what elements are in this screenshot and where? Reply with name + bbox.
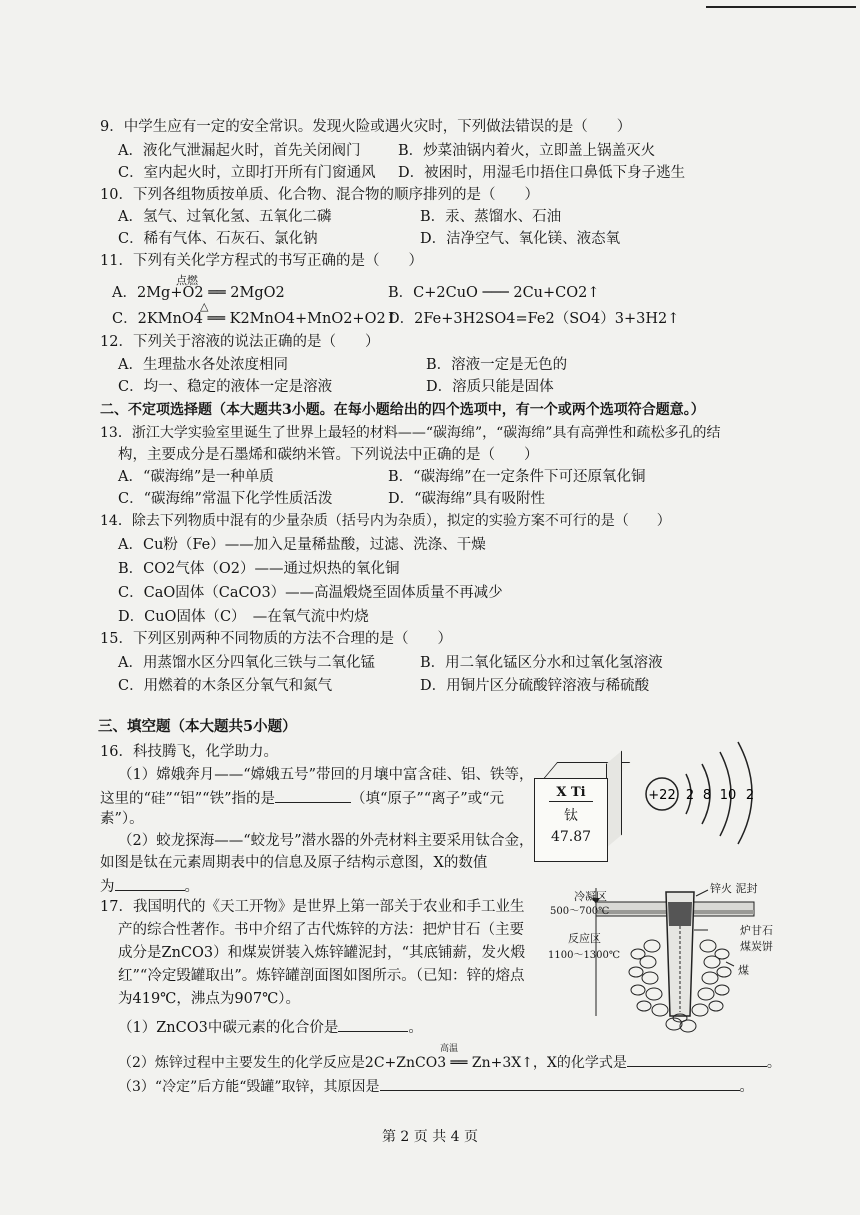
q16-part2-line1: （2）蛟龙探海——“蛟龙号”潜水器的外壳材料主要采用钛合金， — [118, 833, 534, 849]
crucible-seal — [668, 902, 692, 926]
q14-option-d: D．CuO固体（C） —在氧气流中灼烧 — [118, 609, 369, 625]
page-number-footer: 第 2 页 共 4 页 — [381, 1129, 479, 1145]
q11-c-condition: △ — [200, 300, 209, 313]
q16-part2-text: 为 — [100, 879, 115, 895]
furnace-label-reaction-temp: 1100～1300℃ — [548, 950, 621, 961]
q11-stem: 11．下列有关化学方程式的书写正确的是（ ） — [100, 253, 423, 269]
q15-option-d: D．用铜片区分硫酸锌溶液与稀硫酸 — [420, 678, 650, 694]
q17-part1 — [118, 1017, 423, 1037]
q10-stem: 10．下列各组物质按单质、化合物、混合物的顺序排列的是（ ） — [100, 187, 539, 203]
element-cell-side — [606, 751, 622, 848]
q10-option-a: A．氢气、过氧化氢、五氧化二磷 — [118, 209, 332, 225]
q12-option-c: C．均一、稳定的液体一定是溶液 — [118, 379, 333, 395]
q11-option-a: A．2Mg+O2 ══ 2MgO2 — [112, 285, 285, 301]
q13-option-d: D．“碳海绵”具有吸附性 — [388, 491, 545, 507]
q12-stem: 12．下列关于溶液的说法正确的是（ ） — [100, 334, 380, 350]
shell-2-electrons: 8 — [702, 788, 712, 803]
furnace-label-coal: 煤 — [738, 964, 749, 977]
q17-part1-end: 。 — [408, 1020, 423, 1036]
q17-answer-blank-1[interactable] — [338, 1017, 408, 1032]
q9-option-b: B．炒菜油锅内着火，立即盖上锅盖灭火 — [398, 143, 656, 159]
nucleus-charge: +22 — [648, 788, 676, 803]
q12-option-d: D．溶质只能是固体 — [426, 379, 554, 395]
q12-option-b: B．溶液一定是无色的 — [426, 357, 568, 373]
q16-part1-line2 — [100, 788, 504, 808]
q11-option-b: B．C+2CuO ─── 2Cu+CO2↑ — [388, 285, 600, 301]
q16-answer-blank-1[interactable] — [275, 788, 351, 803]
q12-option-a: A．生理盐水各处浓度相同 — [118, 357, 288, 373]
q13-option-c: C．“碳海绵”常温下化学性质活泼 — [118, 491, 333, 507]
section-2-heading: 二、不定项选择题（本大题共3小题。在每小题给出的四个选项中，有一个或两个选项符合题意。） — [100, 402, 705, 418]
titanium-element-cell — [534, 778, 608, 862]
q11-option-d: D．2Fe+3H2SO4=Fe2（SO4）3+3H2↑ — [388, 311, 680, 327]
label-pointer-seal — [696, 890, 708, 896]
q17-part2-end: 。 — [766, 1055, 781, 1071]
q16-part2-line3 — [100, 876, 199, 896]
q16-part1-hint: （填“原子”“离子”或“元 — [350, 791, 505, 807]
q15-option-c: C．用燃着的木条区分氧气和氮气 — [118, 678, 333, 694]
q14-option-c: C．CaO固体（CaCO3）——高温煅烧至固体质量不再减少 — [118, 585, 503, 601]
element-number-symbol — [535, 785, 607, 800]
element-symbol: Ti — [571, 785, 586, 800]
element-mass: 47.87 — [550, 829, 592, 845]
q11-a-condition: 点燃 — [176, 274, 198, 287]
q16-stem: 16．科技腾飞，化学助力。 — [100, 744, 278, 760]
q10-option-b: B．汞、蒸馏水、石油 — [420, 209, 562, 225]
q16-answer-blank-2[interactable] — [115, 876, 185, 891]
furnace-label-reaction-zone: 反应区 — [568, 932, 601, 945]
q17-part3-text: （3）“冷定”后方能“毁罐”取锌，其原因是 — [118, 1079, 380, 1095]
shell-3-electrons: 10 — [719, 788, 737, 803]
q16-part1-text: 这里的“硅”“铝”“铁”指的是 — [100, 791, 275, 807]
q17-line5: 为419℃，沸点为907℃）。 — [118, 991, 301, 1007]
q13-option-a: A．“碳海绵”是一种单质 — [118, 469, 274, 485]
titanium-atom-structure-diagram — [640, 736, 790, 846]
q13-stem-line1: 13．浙江大学实验室里诞生了世界上最轻的材料——“碳海绵”，“碳海绵”具有高弹性和疏松多孔的结 — [100, 425, 721, 441]
q17-answer-blank-3[interactable] — [380, 1076, 740, 1091]
q17-part2-condition: 高温 — [440, 1044, 459, 1054]
q17-line1: 17．我国明代的《天工开物》是世界上第一部关于农业和手工业生 — [100, 899, 525, 915]
q9-stem: 9．中学生应有一定的安全常识。发现火险或遇火灾时，下列做法错误的是（ ） — [100, 119, 632, 135]
q16-part1-line3: 素”）。 — [100, 811, 144, 827]
q16-part2-line2: 如图是钛在元素周期表中的信息及原子结构示意图，X的数值 — [100, 855, 488, 871]
q13-stem-line2: 构，主要成分是石墨烯和碳纳米管。下列说法中正确的是（ ） — [118, 447, 539, 463]
zinc-smelting-furnace-diagram — [548, 882, 786, 1036]
q14-stem: 14．除去下列物质中混有的少量杂质（括号内为杂质），拟定的实验方案不可行的是（ ） — [100, 513, 671, 529]
q16-part2-end: 。 — [184, 879, 199, 895]
furnace-label-seal: 锌火 泥封 — [710, 882, 758, 895]
q17-answer-blank-2[interactable] — [627, 1052, 767, 1067]
q9-option-a: A．液化气泄漏起火时，首先关闭阀门 — [118, 143, 361, 159]
q16-part1-line1: （1）嫦娥奔月——“嫦娥五号”带回的月壤中富含硅、铝、铁等， — [118, 767, 534, 783]
element-name: 钛 — [564, 808, 578, 824]
label-pointer-coal — [726, 962, 734, 966]
q10-option-c: C．稀有气体、石灰石、氯化钠 — [118, 231, 318, 247]
q17-part2-text: （2）炼锌过程中主要发生的化学反应是2C+ZnCO3 ══ Zn+3X↑，X的化学式是 — [118, 1055, 627, 1071]
shell-4-electrons: 2 — [745, 788, 755, 803]
q17-line3: 成分是ZnCO3）和煤炭饼装入炼锌罐泥封，“其底铺薪，发火煅 — [118, 945, 526, 961]
q9-option-c: C．室内起火时，立即打开所有门窗通风 — [118, 165, 376, 181]
scan-edge-mark — [706, 6, 856, 8]
q17-line4: 红”“冷定毁罐取出”。炼锌罐剖面图如图所示。（已知：锌的熔点 — [118, 968, 525, 984]
q15-option-b: B．用二氧化锰区分水和过氧化氢溶液 — [420, 655, 663, 671]
element-number: X — [556, 785, 567, 800]
q10-option-d: D．洁净空气、氧化镁、液态氧 — [420, 231, 621, 247]
q15-option-a: A．用蒸馏水区分四氧化三铁与二氧化锰 — [118, 655, 375, 671]
q14-option-a: A．Cu粉（Fe）——加入足量稀盐酸，过滤、洗涤、干燥 — [118, 537, 486, 553]
q13-option-b: B．“碳海绵”在一定条件下可还原氧化铜 — [388, 469, 646, 485]
furnace-label-coal-cake: 煤炭饼 — [740, 940, 773, 953]
furnace-label-ore: 炉甘石 — [740, 924, 773, 937]
q17-part3 — [118, 1076, 754, 1096]
section-3-heading: 三、填空题（本大题共5小题） — [98, 718, 297, 735]
q17-part1-text: （1）ZnCO3中碳元素的化合价是 — [118, 1020, 339, 1036]
q17-part2 — [118, 1052, 781, 1072]
q17-line2: 产的综合性著作。书中介绍了古代炼锌的方法：把炉甘石（主要 — [118, 922, 524, 938]
shell-1-electrons: 2 — [685, 788, 695, 803]
furnace-label-cold-temp: 500～700℃ — [550, 906, 610, 917]
q9-option-d: D．被困时，用湿毛巾捂住口鼻低下身子逃生 — [398, 165, 686, 181]
q17-part3-end: 。 — [739, 1079, 754, 1095]
q11-option-c: C．2KMnO4 ══ K2MnO4+MnO2+O2↑ — [112, 311, 398, 327]
q15-stem: 15．下列区别两种不同物质的方法不合理的是（ ） — [100, 631, 452, 647]
element-cell-rule — [549, 801, 593, 802]
furnace-label-cold-zone: 冷凝区 — [574, 890, 607, 903]
q14-option-b: B．CO2气体（O2）——通过炽热的氧化铜 — [118, 561, 400, 577]
